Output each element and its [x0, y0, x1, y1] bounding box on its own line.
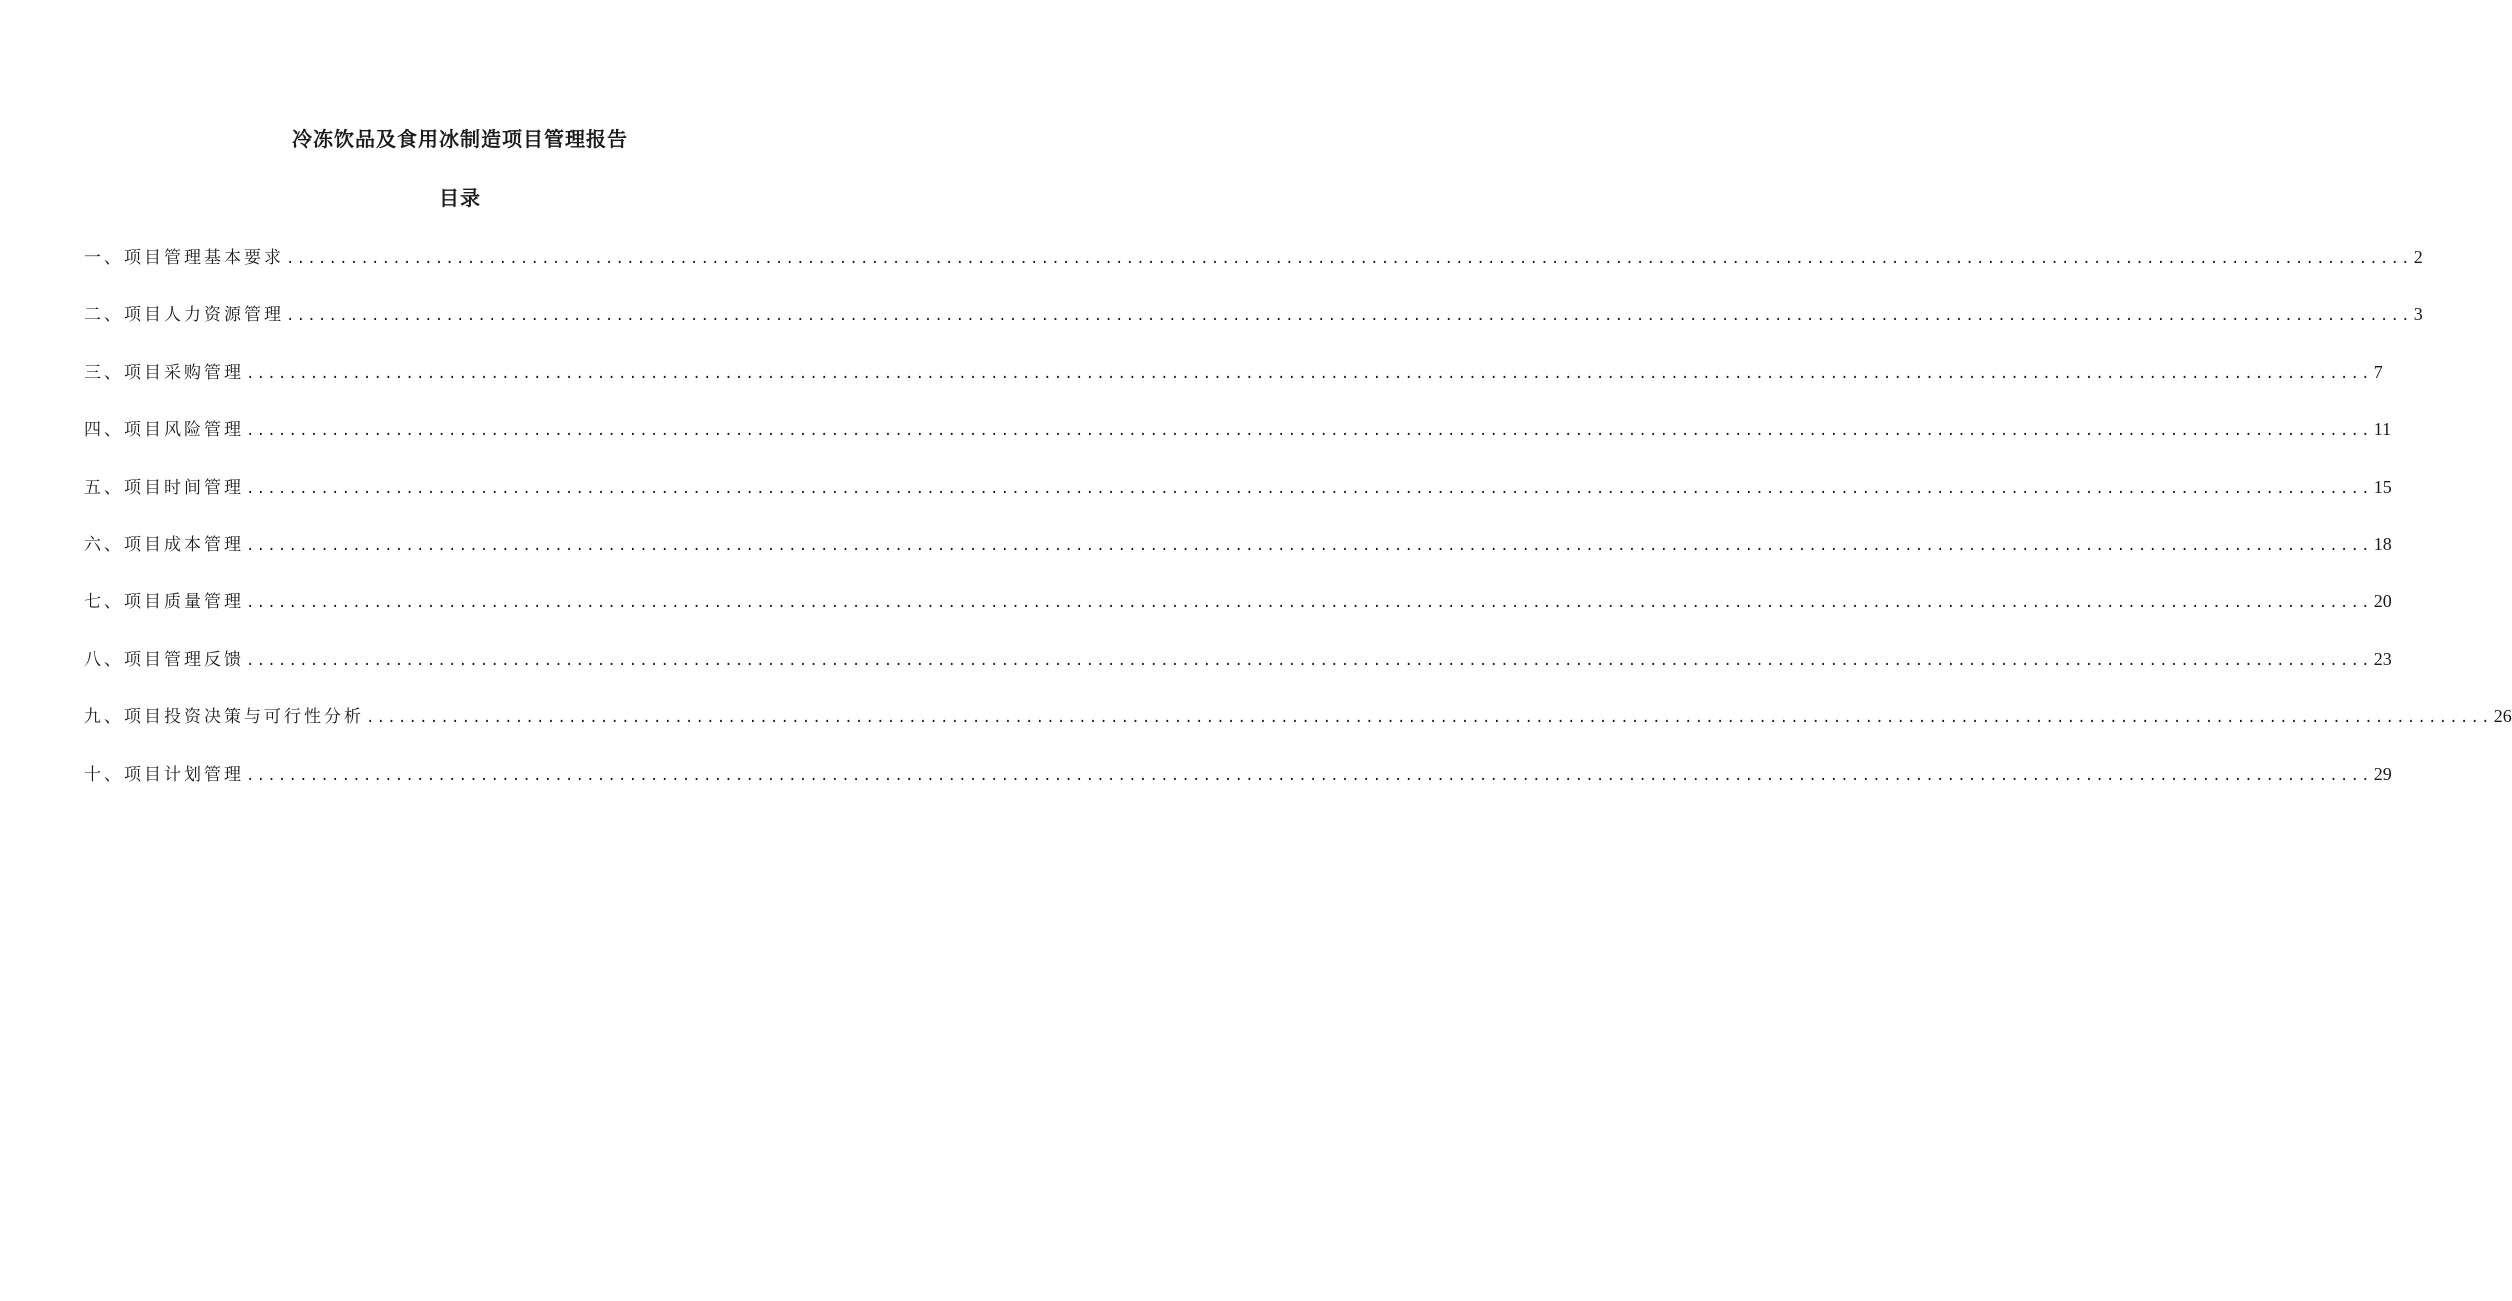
- toc-leader-dots: ........................................................................................................................................................................................................: [246, 595, 2372, 612]
- table-of-contents: [84, 243, 2512, 817]
- toc-entry-page: 20: [2373, 591, 2392, 612]
- toc-leader-dots: ........................................................................................................................................................................................................: [286, 251, 2412, 267]
- toc-leader-dots: ........................................................................................................................................................................................................: [286, 308, 2412, 325]
- toc-leader-dots: ........................................................................................................................................................................................................: [246, 365, 2372, 382]
- toc-entry-label: 九、项目投资决策与可行性分析: [84, 707, 364, 728]
- toc-entry[interactable]: [84, 300, 2423, 357]
- toc-leader-dots: ........................................................................................................................................................................................................: [246, 652, 2372, 669]
- toc-entry-page: 29: [2373, 763, 2392, 784]
- toc-entry-page: 23: [2373, 648, 2392, 669]
- toc-entry-label: 五、项目时间管理: [84, 477, 244, 498]
- toc-entry-label: 一、项目管理基本要求: [84, 248, 284, 268]
- toc-entry-page: 3: [2413, 304, 2423, 325]
- toc-entry[interactable]: [84, 702, 2512, 759]
- toc-entry[interactable]: [84, 415, 2392, 472]
- toc-entry-page: 26: [2493, 706, 2512, 727]
- toc-entry[interactable]: [84, 587, 2392, 644]
- toc-entry-label: 二、项目人力资源管理: [84, 305, 284, 326]
- toc-leader-dots: ........................................................................................................................................................................................................: [246, 767, 2372, 784]
- document-title: 冷冻饮品及食用冰制造项目管理报告: [292, 127, 628, 151]
- toc-entry[interactable]: [84, 243, 2423, 300]
- toc-entry[interactable]: [84, 530, 2392, 587]
- toc-entry-label: 六、项目成本管理: [84, 534, 244, 555]
- toc-entry-label: 七、项目质量管理: [84, 592, 244, 613]
- toc-entry-label: 八、项目管理反馈: [84, 649, 244, 670]
- toc-entry[interactable]: [84, 645, 2392, 702]
- toc-entry-label: 四、项目风险管理: [84, 420, 244, 441]
- toc-leader-dots: ........................................................................................................................................................................................................: [246, 423, 2372, 440]
- toc-entry-page: 7: [2373, 361, 2383, 382]
- toc-entry-page: 2: [2413, 247, 2423, 267]
- toc-entry[interactable]: [84, 760, 2392, 817]
- toc-entry[interactable]: [84, 473, 2392, 530]
- toc-entry-page: 15: [2373, 476, 2392, 497]
- toc-entry[interactable]: [84, 358, 2383, 415]
- toc-entry-label: 三、项目采购管理: [84, 362, 244, 383]
- toc-entry-label: 十、项目计划管理: [84, 764, 244, 785]
- toc-entry-page: 11: [2373, 419, 2392, 440]
- toc-leader-dots: ........................................................................................................................................................................................................: [246, 480, 2372, 497]
- toc-leader-dots: ........................................................................................................................................................................................................: [246, 537, 2372, 554]
- toc-heading: 目录: [439, 186, 481, 210]
- toc-entry-page: 18: [2373, 533, 2392, 554]
- toc-leader-dots: ........................................................................................................................................................................................................: [366, 710, 2492, 727]
